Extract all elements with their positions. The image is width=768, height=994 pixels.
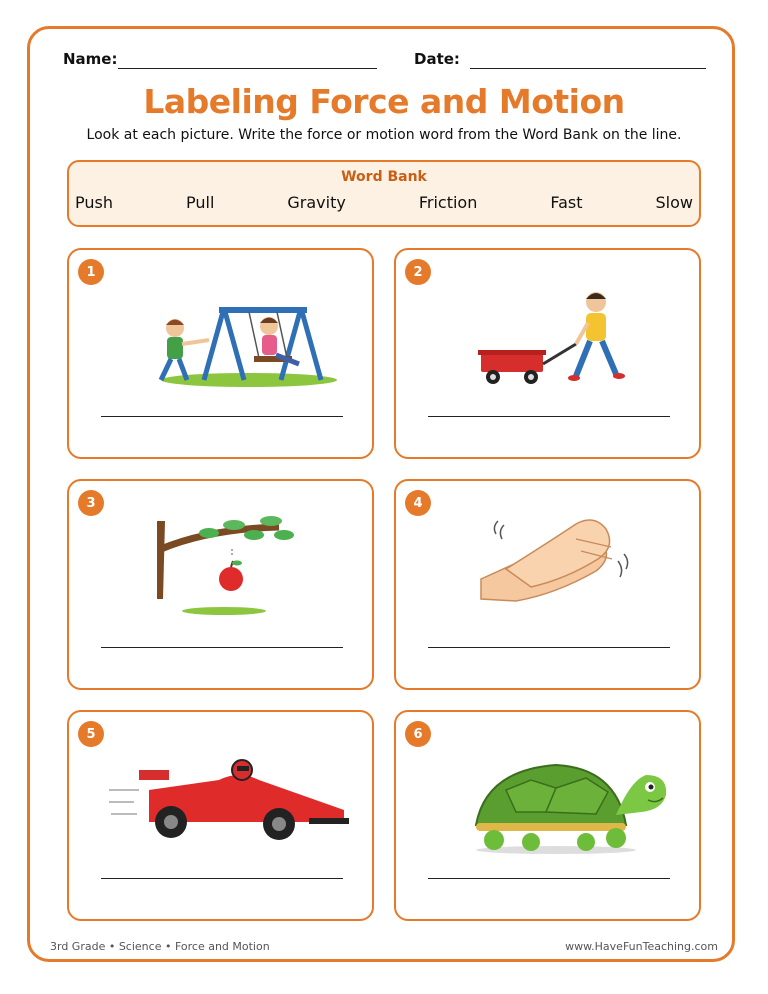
word-bank-words — [75, 193, 693, 212]
page-title: Labeling Force and Motion — [143, 82, 625, 121]
question-number-badge: 3 — [78, 490, 104, 516]
question-card-3 — [67, 479, 374, 690]
date-label: Date: — [414, 50, 460, 68]
question-number-badge: 6 — [405, 721, 431, 747]
falling-apple-icon — [109, 499, 349, 624]
word-bank-word: Push — [75, 193, 113, 212]
word-bank-word: Friction — [418, 193, 478, 212]
word-bank-word: Gravity — [287, 193, 346, 212]
date-line[interactable] — [470, 68, 706, 69]
question-number-badge: 1 — [78, 259, 104, 285]
question-card-6 — [394, 710, 701, 921]
answer-line[interactable] — [101, 647, 343, 648]
rubbing-hands-icon — [436, 499, 676, 624]
name-label: Name: — [63, 50, 118, 68]
question-card-5 — [67, 710, 374, 921]
answer-line[interactable] — [428, 416, 670, 417]
swing-push-icon — [109, 268, 349, 393]
question-number-badge: 2 — [405, 259, 431, 285]
footer-breadcrumb: 3rd Grade • Science • Force and Motion — [50, 940, 270, 953]
word-bank — [67, 160, 701, 227]
turtle-icon — [436, 730, 676, 855]
answer-line[interactable] — [428, 878, 670, 879]
question-number-badge: 4 — [405, 490, 431, 516]
word-bank-word: Slow — [655, 193, 693, 212]
word-bank-title: Word Bank — [341, 169, 427, 185]
question-card-4 — [394, 479, 701, 690]
word-bank-word: Fast — [550, 193, 583, 212]
question-card-2 — [394, 248, 701, 459]
answer-line[interactable] — [428, 647, 670, 648]
answer-line[interactable] — [101, 416, 343, 417]
race-car-icon — [109, 730, 349, 855]
question-number-badge: 5 — [78, 721, 104, 747]
answer-line[interactable] — [101, 878, 343, 879]
question-card-1 — [67, 248, 374, 459]
wagon-pull-icon — [436, 268, 676, 393]
footer-website[interactable]: www.HaveFunTeaching.com — [565, 940, 718, 953]
word-bank-word: Pull — [185, 193, 215, 212]
instructions: Look at each picture. Write the force or motion word from the Word Bank on the line. — [86, 127, 682, 143]
name-line[interactable] — [118, 68, 377, 69]
